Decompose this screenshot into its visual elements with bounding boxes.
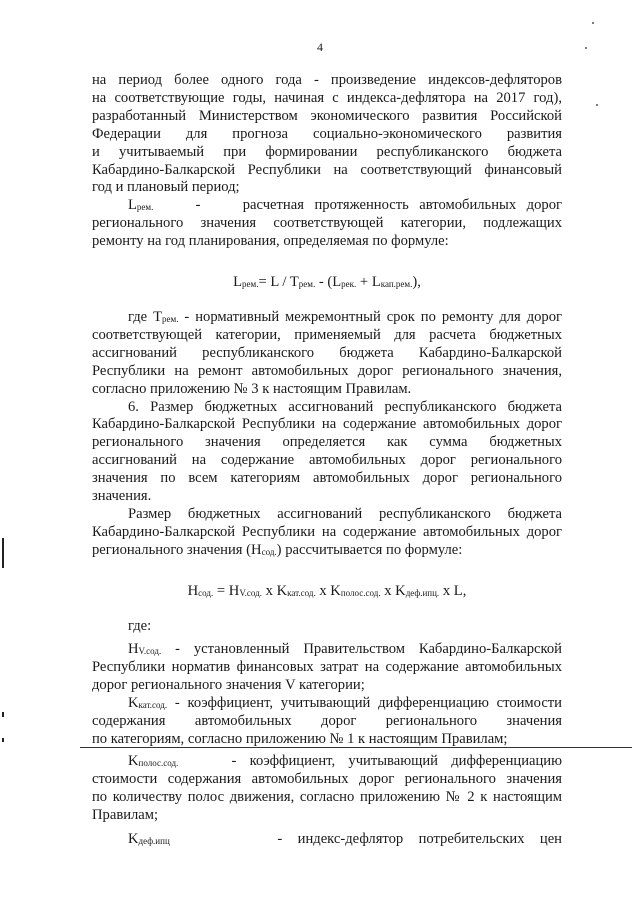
text-line: ремонту на год планирования, определяемая по формуле:	[92, 233, 449, 250]
text-line: содержания автомобильных дорог регионального значения	[92, 713, 562, 730]
definition-k-kat-sod: $K_{кат.сод.}$ - коэффициент, учитывающий дифференциацию стоимости	[128, 695, 562, 712]
text-line: значения.	[92, 488, 152, 505]
text-line: год и плановый период;	[92, 179, 240, 196]
formula-h-sod: $H_{сод.} = H_{V.сод.}$ x $K_{кат.сод.}$ x $K_{полос.сод.}$ x $K_{деф.ипц.}$ x L,	[187, 582, 467, 599]
symbol-l: L	[128, 197, 137, 214]
margin-mark	[2, 712, 4, 717]
formula-l-rem: $L_{рем.}= L / T_{рем.} - (L_{рек.} + L_{кап.рем.})$,	[233, 274, 421, 291]
text-line: расчетная протяженность автомобильных дорог	[242, 197, 562, 214]
text-line: согласно приложению № 3 к настоящим Правилам.	[92, 380, 412, 397]
text-line: по категориям, согласно приложению № 1 к настоящим Правилам;	[92, 731, 508, 747]
text-line: соответствующей категории, применяемый для расчета бюджетных	[92, 326, 562, 343]
definition-t-rem: где $T_{рем.}$ - нормативный межремонтный срок по ремонту для дорог	[128, 308, 563, 325]
speck	[592, 22, 594, 24]
scan-line	[80, 747, 632, 748]
text-line: значения по всем категориям автомобильных дорог регионального	[92, 470, 562, 487]
definition-k-def-ipc: $K_{деф.ипц}$ - индекс-дефлятор потребительских цен	[128, 830, 562, 847]
text-line: регионального значения $(H_{сод.})$ рассчитывается по формуле:	[92, 541, 463, 558]
text-line: Республики на ремонт автомобильных дорог регионального значения,	[92, 362, 562, 379]
text-line: ассигнований республиканского бюджета Кабардино-Балкарской	[92, 344, 562, 361]
text-line: по количеству полос движения, согласно приложению № 2 к настоящим	[92, 788, 562, 805]
subscript: рем.	[136, 202, 154, 213]
text-line: дорог регионального значения V категории;	[92, 677, 365, 694]
page-number: 4	[317, 40, 323, 54]
document-body	[92, 72, 562, 848]
speck	[596, 104, 598, 106]
margin-mark	[2, 738, 4, 742]
text-line: Федерации для прогноза социально-экономического развития	[92, 125, 562, 142]
text-line: 6. Размер бюджетных ассигнований республиканского бюджета	[128, 398, 562, 415]
text-line: стоимости содержания автомобильных дорог регионального значения	[92, 770, 562, 787]
definition-l-rem: $L_{рем.}$ - расчетная протяженность автомобильных дорог	[128, 197, 562, 214]
speck	[585, 47, 587, 49]
text-line: Кабардино-Балкарской Республики на содержание автомобильных дорог	[92, 523, 562, 540]
text-line: разработанный Министерством экономического развития Российской	[92, 107, 562, 124]
margin-mark	[2, 538, 4, 568]
definition-h-v-sod: $H_{V.сод.}$ - установленный Правительством Кабардино-Балкарской	[128, 641, 562, 658]
text-line: регионального значения соответствующей категории, подлежащих	[92, 215, 562, 232]
text-line: где:	[128, 617, 152, 634]
text-line: Кабардино-Балкарской Республики на содержание автомобильных дорог	[92, 416, 562, 433]
text-line: ассигнований на содержание автомобильных дорог регионального	[92, 452, 562, 469]
text-line: регионального значения определяется как сумма бюджетных	[92, 434, 562, 451]
text-line: на период более одного года - произведение индексов-дефляторов	[92, 72, 562, 88]
text-line: Правилам;	[92, 806, 159, 823]
text-line: Размер бюджетных ассигнований республиканского бюджета	[128, 505, 562, 522]
text-line: и учитываемый при формировании республиканского бюджета	[92, 143, 562, 160]
text-line: на соответствующие годы, начиная с индекса-дефлятора на 2017 год),	[92, 89, 562, 106]
text-line: Кабардино-Балкарской Республики на соответствующий финансовый	[92, 161, 562, 178]
text-line: Республики норматив финансовых затрат на содержание автомобильных	[92, 659, 562, 676]
definition-k-polos-sod: $K_{полос.сод.}$ - коэффициент, учитывающий дифференциацию	[128, 752, 562, 769]
